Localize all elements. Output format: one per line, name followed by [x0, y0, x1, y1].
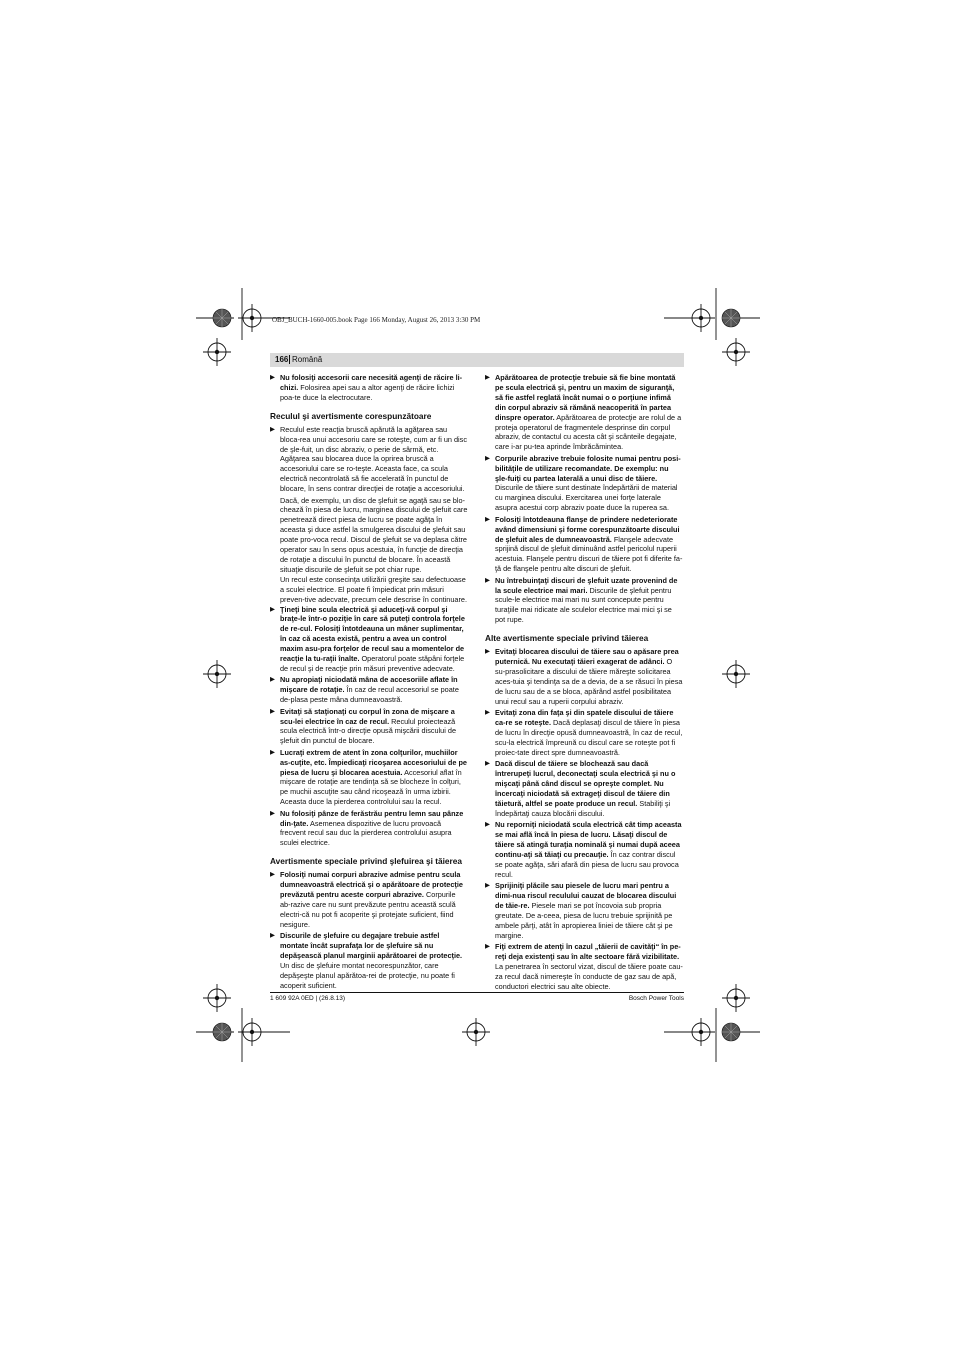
right-column: [485, 373, 683, 993]
bullet-triangle-icon: ▶: [485, 709, 490, 717]
header-separator: [289, 355, 290, 364]
bullet-triangle-icon: ▶: [485, 882, 490, 889]
bullet-item: ▶ Lucraţi extrem de atent în zona colţurilor, muchiilor as-cuţite, etc. Împiedicaţi ricoşarea accesoriului de pe piesa de lucru şi blocarea acestuia. Accesoriul aflat în mişcare de rotaţie are tendinţa să se blocheze în colţuri, pe muchii ascuţite sau când ricoşează în urma izbirii. Aceasta duce la pierderea controlului sau la recul.: [270, 747, 467, 807]
bullet-item: ▶ Corpurile abrazive trebuie folosite numai pentru posi-bilităţile de utilizare recomandate. De exemplu: nu şle-fuiţi cu partea laterală a unui disc de tăiere. Discurile de tăiere sunt destinate îndepărtării de material cu marginea discului. Exercitarea unei forţe laterale asupra acestui corp abraziv poate duce la ruperea sa.: [485, 453, 681, 513]
paragraph: Dacă, de exemplu, un disc de şlefuit se agaţă sau se blo-chează în piesa de lucru, marginea discului de şlefuit care penetrează direct piesa de lucru se poate agăţa în aceasta şi duce astfel la smulgerea discului de şlefuit sau poate pro-voca recul. Discul de şlefuit se va deplasa către operator sau în sens opus acestuia, în funcţie de direcţia de rotaţie a discului în punctul de blocare. În această situaţie discurile de şlefuit se pot chiar rupe.: [280, 495, 468, 574]
bullet-item: ▶ Sprijiniţi plăcile sau piesele de lucru mari pentru a dimi-nua riscul reculului cauzat de blocarea discului de tăie-re. Piesele mari se pot încovoia sub propria greutate. De a-ceea, piesa de lucru trebuie sprijinită pe ambele părţi, atât în apropierea liniei de tăiere cât şi pe margine.: [485, 881, 677, 940]
bullet-triangle-icon: ▶: [270, 374, 275, 381]
language-label: Română: [292, 355, 323, 364]
bullet-item: ▶ Evitaţi blocarea discului de tăiere sau o apăsare prea puternică. Nu executaţi tăieri exagerat de adânci. O su-prasolicitare a discului de tăiere măreşte solicitarea aces-tuia şi tendinţa sa de a devia, de a se răsuci în piesa de lucru sau de a se bloca, apărând astfel posibilitatea unui recul sau a ruperii corpului abraziv.: [485, 647, 683, 706]
footer-doc-id: 1 609 92A 0ED | (26.8.13): [270, 995, 346, 1002]
bullet-item: ▶ Apărătoarea de protecţie trebuie să fie bine montată pe scula electrică şi, pentru un maxim de siguranţă, să fie astfel reglată încât numai o o porţiune infimă din corpul abraziv să rămână neacoperită în partea dinspre operator. Apărătoarea de protecţie are rolul de a proteja operatorul de fragmentele desprinse din corpul abraziv, de contactul cu acesta cât şi scânteile degajate, care i-ar pu-tea aprinde îmbrăcămintea.: [485, 373, 682, 452]
bullet-triangle-icon: ▶: [270, 707, 275, 715]
bullet-item: ▶ Nu reporniţi niciodată scula electrică cât timp aceasta se mai află încă în piesa de lucru. Lăsaţi discul de tăiere să atingă turaţia nominală şi numai după aceea continu-aţi să tăiaţi cu precauţie. În caz contrar discul se poate agăţa, sări afară din piesa de lucru sau provoca recul.: [485, 820, 682, 879]
bullet-triangle-icon: ▶: [485, 821, 490, 829]
footer-rule: [270, 992, 684, 993]
section-title: Alte avertismente speciale privind tăierea: [485, 633, 649, 644]
bullet-triangle-icon: ▶: [485, 576, 490, 584]
section-title: Avertismente speciale privind şlefuirea şi tăierea: [270, 856, 462, 867]
bullet-triangle-icon: ▶: [270, 676, 275, 684]
bullet-item: ▶ Discurile de şlefuire cu degajare trebuie astfel montate încât suprafaţa lor de şlefuire să nu depăşească planul marginii apărătoarei de protecţie. Un disc de şlefuire montat necorespunzător, care depăşeşte planul apărătoa-rei de protecţie, nu poate fi acoperit suficient.: [270, 931, 463, 990]
bullet-triangle-icon: ▶: [270, 605, 275, 613]
page-number: 166: [275, 355, 289, 364]
bullet-triangle-icon: ▶: [270, 425, 275, 433]
bullet-item: ▶ Folosiţi întotdeauna flanşe de prindere nedeteriorate având dimensiuni şi forme corespunzătoarte discului de şlefuit ales de dumneavoastră. Flanşele adecvate sprijină discul de şlefuit diminuând astfel pericolul ruperii acestuia. Flanşele pentru discuri de tăiere pot fi diferite fa-ţă de flanşele pentru alte discuri de şlefuit.: [485, 514, 683, 574]
bullet-triangle-icon: ▶: [485, 648, 490, 656]
footer-brand: Bosch Power Tools: [628, 995, 684, 1002]
bullet-triangle-icon: ▶: [270, 809, 275, 817]
bullet-item: ▶ Nu folosiţi accesorii care necesită agenţi de răcire li-chizi. Folosirea apei sau a altor agenţi de răcire lichizi poa-te duce la electrocutare.: [270, 373, 463, 402]
bullet-triangle-icon: ▶: [485, 760, 490, 768]
bullet-item: ▶ Ţineţi bine scula electrică şi aduceţi-vă corpul şi braţe-le într-o poziţie în care să puteţi controla forţele de re-cul. Folosiţi întotdeauna un mâner suplimentar, în caz că acesta există, pentru a avea un control maxim asu-pra forţelor de recul sau a momentelor de reacţie la tu-raţii înalte. Operatorul poate stăpâni forţele de recul şi de reacţie prin măsuri preventive adecvate.: [270, 604, 465, 673]
bullet-triangle-icon: ▶: [485, 515, 490, 523]
left-column: [270, 373, 468, 992]
paragraph: Un recul este consecinţa utilizării greşite sau defectuoase a sculei electrice. El poate fi împiedicat prin măsuri preven-tive adecvate, precum cele descrise în continuare.: [280, 574, 467, 604]
bullet-item: ▶ Dacă discul de tăiere se blochează sau dacă întrerupeţi lucrul, deconectaţi scula electrică şi nu o mişcaţi până când discul se opreşte complet. Nu încercaţi niciodată să extrageţi discul de tăiere din tăietură, altfel se poate produce un recul. Stabiliţi şi îndepărtaţi cauza blocării discului.: [485, 759, 676, 818]
bullet-item: ▶ Reculul este reacţia bruscă apărută la agăţarea sau bloca-rea unui accesoriu care se roteşte, cum ar fi un disc de şle-fuit, un disc abraziv, o perie de sârmă, etc. Agăţarea sau blocarea duce la oprirea bruscă a accesoriului care se ro-teşte. Aceasta face, ca scula electrică necontrolată să fie accelerată în punctul de blocare, în sens contrar direcţiei de rotaţie a accesoriului.: [270, 424, 467, 494]
bullet-item: ▶ Nu folosiţi pânze de ferăstrău pentru lemn sau pânze din-ţate. Asemenea dispozitive de lucru provoacă frecvent recul sau duc la pierderea controlului asupra sculei electrice.: [270, 808, 464, 848]
bullet-triangle-icon: ▶: [485, 374, 490, 381]
bullet-item: ▶ Evitaţi zona din faţa şi din spatele discului de tăiere ca-re se roteşte. Dacă deplasaţi discul de tăiere în piesa de lucru în direcţie opusă dumneavoastră, în caz de recul, scu-la electrică împreună cu discul care se roteşte pot fi proiec-tate direct spre dumneavoastră.: [485, 708, 683, 757]
bullet-item: ▶ Nu apropiaţi niciodată mâna de accesoriile aflate în mişcare de rotaţie. În caz de recul accesoriul se poate de-plasa peste mâna dumneavoastră.: [270, 675, 459, 705]
bullet-triangle-icon: ▶: [270, 932, 275, 940]
bullet-item: ▶ Folosiţi numai corpuri abrazive admise pentru scula dumneavoastră electrică şi o apărătoare de protecţie prevăzută pentru aceste corpuri abrazive. Corpurile ab-razive care nu sunt prevăzute pentru această sculă electri-că nu pot fi acoperite şi protejate suficient, fiind nesigure.: [270, 870, 463, 929]
header-bar: [270, 353, 684, 367]
bullet-triangle-icon: ▶: [485, 454, 490, 462]
bullet-item: ▶ Evitaţi să staţionaţi cu corpul în zona de mişcare a scu-lei electrice în caz de recul. Reculul proiectează scula electrică într-o direcţie opusă mişcării discului de şlefuit din punctul de blocare.: [270, 706, 457, 746]
bullet-item: ▶ Fiţi extrem de atenţi în cazul „tăierii de cavităţi“ în pe-reţi deja existenţi sau în alte sectoare fără vizibilitate. La penetrarea în sectorul vizat, discul de tăiere poate cau-za recul dacă nimereşte în conducte de gaz sau de apă, conductori electrici sau alte obiecte.: [485, 941, 683, 991]
book-slug: OBJ_BUCH-1660-005.book Page 166 Monday, August 26, 2013 3:30 PM: [272, 316, 481, 324]
bullet-item: ▶ Nu întrebuinţaţi discuri de şlefuit uzate provenind de la scule electrice mai mari. Discurile de şlefuit pentru scule-le electrice mai mari nu sunt concepute pentru turaţiile mai ridicate ale sculelor electrice mai mici şi se pot rupe.: [485, 575, 678, 625]
bullet-triangle-icon: ▶: [270, 748, 275, 756]
bullet-triangle-icon: ▶: [270, 871, 275, 879]
bullet-triangle-icon: ▶: [485, 942, 490, 950]
section-title: Reculul şi avertismente corespunzătoare: [270, 410, 432, 421]
